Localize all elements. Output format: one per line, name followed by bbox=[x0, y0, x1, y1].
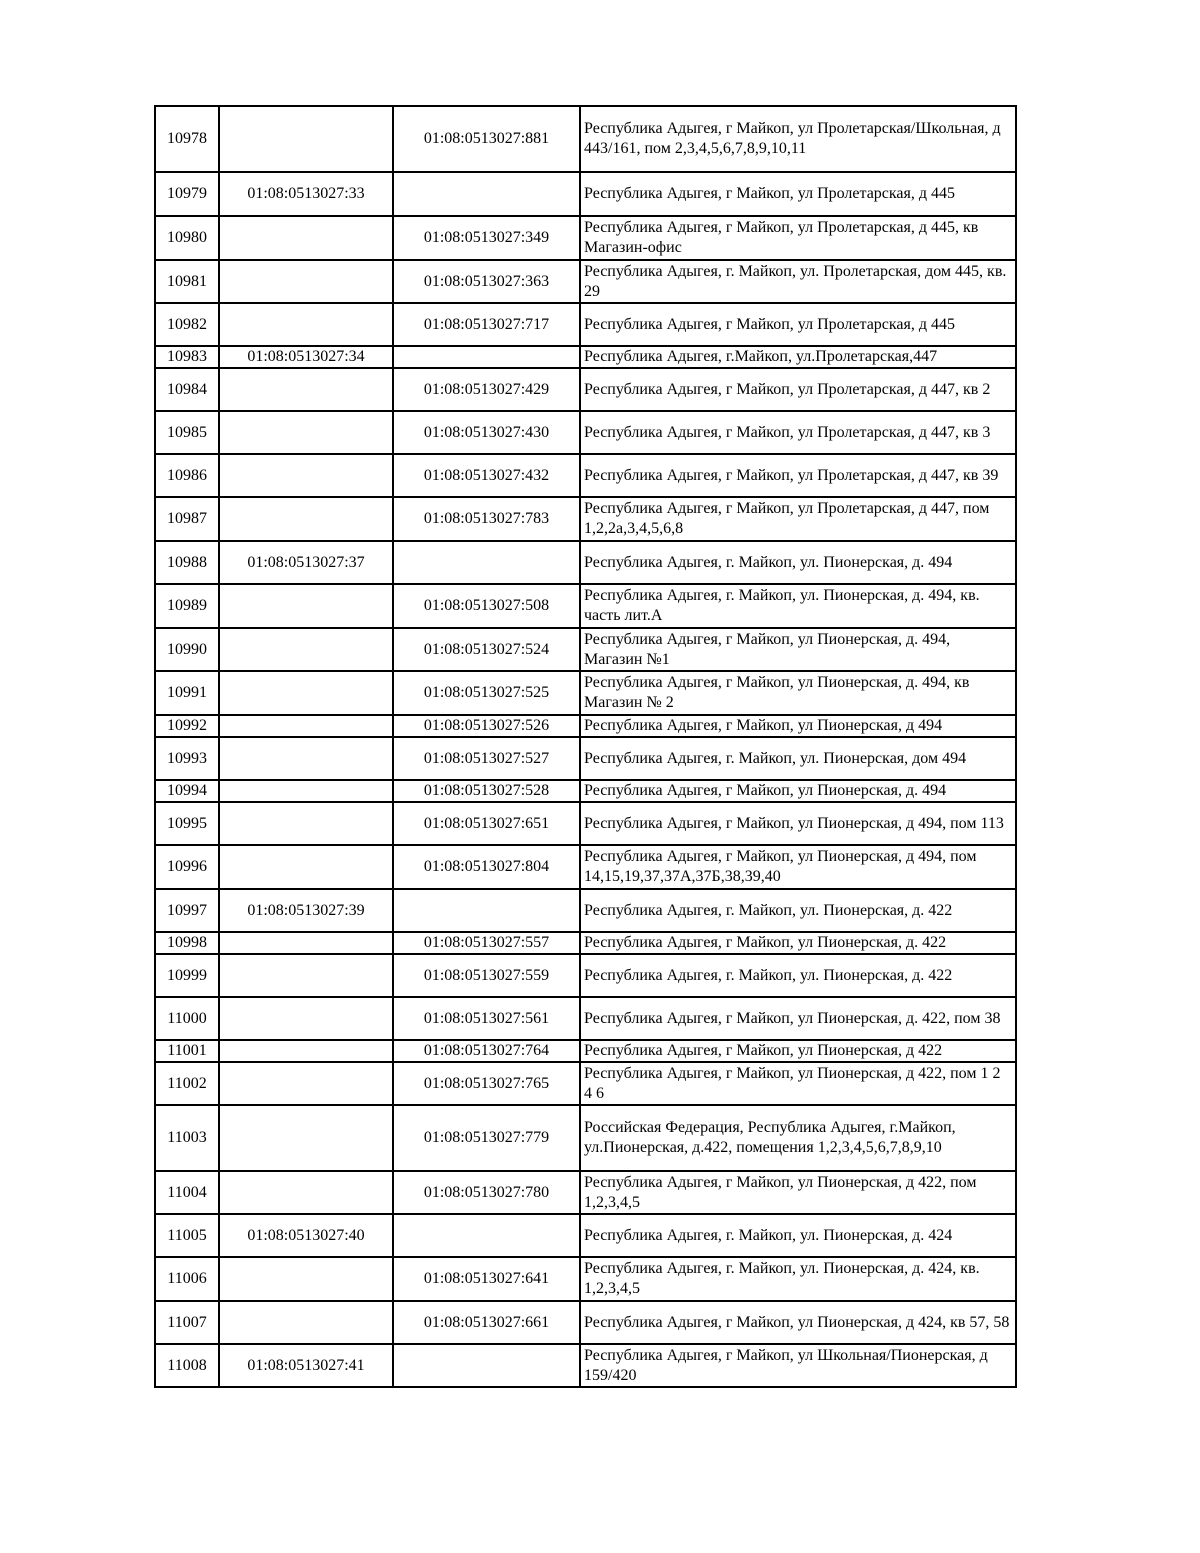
table-row bbox=[155, 1040, 1016, 1062]
address-cell: Республика Адыгея, г Майкоп, ул Пионерская, д 422, пом 1 2 4 6 bbox=[580, 1062, 1016, 1105]
table-row bbox=[155, 1214, 1016, 1257]
table-row bbox=[155, 172, 1016, 216]
object-cadastral-number-cell: 01:08:0513027:508 bbox=[393, 584, 580, 628]
object-cadastral-number-cell: 01:08:0513027:780 bbox=[393, 1171, 580, 1214]
table-row bbox=[155, 780, 1016, 802]
object-cadastral-number-cell: 01:08:0513027:717 bbox=[393, 303, 580, 346]
row-number-cell: 10996 bbox=[155, 845, 219, 889]
land-cadastral-number-cell bbox=[219, 845, 393, 889]
table-row bbox=[155, 845, 1016, 889]
object-cadastral-number-cell: 01:08:0513027:525 bbox=[393, 671, 580, 715]
row-number-cell: 10978 bbox=[155, 106, 219, 172]
land-cadastral-number-cell bbox=[219, 780, 393, 802]
address-cell: Республика Адыгея, г Майкоп, ул Пионерская, д 422, пом 1,2,3,4,5 bbox=[580, 1171, 1016, 1214]
land-cadastral-number-cell bbox=[219, 737, 393, 780]
row-number-cell: 10982 bbox=[155, 303, 219, 346]
land-cadastral-number-cell bbox=[219, 303, 393, 346]
row-number-cell: 10985 bbox=[155, 411, 219, 454]
table-row bbox=[155, 1301, 1016, 1344]
object-cadastral-number-cell: 01:08:0513027:526 bbox=[393, 715, 580, 737]
address-cell: Республика Адыгея, г Майкоп, ул Пионерская, д. 422, пом 38 bbox=[580, 997, 1016, 1040]
object-cadastral-number-cell: 01:08:0513027:783 bbox=[393, 497, 580, 541]
land-cadastral-number-cell bbox=[219, 932, 393, 954]
land-cadastral-number-cell: 01:08:0513027:33 bbox=[219, 172, 393, 216]
table-row bbox=[155, 1171, 1016, 1214]
object-cadastral-number-cell: 01:08:0513027:429 bbox=[393, 368, 580, 411]
object-cadastral-number-cell bbox=[393, 889, 580, 932]
table-row bbox=[155, 584, 1016, 628]
land-cadastral-number-cell bbox=[219, 411, 393, 454]
address-cell: Республика Адыгея, г Майкоп, ул Пролетарская, д 445 bbox=[580, 303, 1016, 346]
object-cadastral-number-cell: 01:08:0513027:349 bbox=[393, 216, 580, 260]
row-number-cell: 10979 bbox=[155, 172, 219, 216]
address-cell: Республика Адыгея, г Майкоп, ул Пролетарская/Школьная, д 443/161, пом 2,3,4,5,6,7,8,9,10,11 bbox=[580, 106, 1016, 172]
table-row bbox=[155, 497, 1016, 541]
address-cell: Республика Адыгея, г Майкоп, ул Пионерская, д. 422 bbox=[580, 932, 1016, 954]
row-number-cell: 11004 bbox=[155, 1171, 219, 1214]
land-cadastral-number-cell bbox=[219, 997, 393, 1040]
table-row bbox=[155, 454, 1016, 497]
row-number-cell: 10981 bbox=[155, 260, 219, 303]
land-cadastral-number-cell: 01:08:0513027:39 bbox=[219, 889, 393, 932]
land-cadastral-number-cell: 01:08:0513027:41 bbox=[219, 1344, 393, 1387]
object-cadastral-number-cell bbox=[393, 346, 580, 368]
row-number-cell: 10983 bbox=[155, 346, 219, 368]
cadastral-table bbox=[154, 105, 1017, 1388]
land-cadastral-number-cell bbox=[219, 1301, 393, 1344]
row-number-cell: 11003 bbox=[155, 1105, 219, 1171]
address-cell: Республика Адыгея, г Майкоп, ул Пионерская, д. 494, кв Магазин № 2 bbox=[580, 671, 1016, 715]
address-cell: Республика Адыгея, г Майкоп, ул Школьная/Пионерская, д 159/420 bbox=[580, 1344, 1016, 1387]
row-number-cell: 11005 bbox=[155, 1214, 219, 1257]
table-row bbox=[155, 932, 1016, 954]
object-cadastral-number-cell: 01:08:0513027:561 bbox=[393, 997, 580, 1040]
address-cell: Республика Адыгея, г Майкоп, ул Пионерская, д 424, кв 57, 58 bbox=[580, 1301, 1016, 1344]
land-cadastral-number-cell bbox=[219, 497, 393, 541]
table-row bbox=[155, 1062, 1016, 1105]
address-cell: Республика Адыгея, г Майкоп, ул Пионерская, д. 494 bbox=[580, 780, 1016, 802]
land-cadastral-number-cell: 01:08:0513027:40 bbox=[219, 1214, 393, 1257]
table-row bbox=[155, 541, 1016, 584]
address-cell: Республика Адыгея, г Майкоп, ул Пролетарская, д 445 bbox=[580, 172, 1016, 216]
land-cadastral-number-cell bbox=[219, 1040, 393, 1062]
table-row bbox=[155, 106, 1016, 172]
address-cell: Республика Адыгея, г Майкоп, ул Пионерская, д 422 bbox=[580, 1040, 1016, 1062]
land-cadastral-number-cell bbox=[219, 1105, 393, 1171]
row-number-cell: 11001 bbox=[155, 1040, 219, 1062]
address-cell: Республика Адыгея, г. Майкоп, ул. Пионерская, д. 422 bbox=[580, 889, 1016, 932]
row-number-cell: 10991 bbox=[155, 671, 219, 715]
land-cadastral-number-cell bbox=[219, 454, 393, 497]
object-cadastral-number-cell bbox=[393, 1344, 580, 1387]
address-cell: Республика Адыгея, г. Майкоп, ул. Пионерская, дом 494 bbox=[580, 737, 1016, 780]
land-cadastral-number-cell: 01:08:0513027:37 bbox=[219, 541, 393, 584]
object-cadastral-number-cell: 01:08:0513027:559 bbox=[393, 954, 580, 997]
table-row bbox=[155, 411, 1016, 454]
row-number-cell: 10992 bbox=[155, 715, 219, 737]
table-row bbox=[155, 737, 1016, 780]
address-cell: Республика Адыгея, г. Майкоп, ул. Пионерская, д. 494, кв. часть лит.А bbox=[580, 584, 1016, 628]
address-cell: Республика Адыгея, г. Майкоп, ул. Пионерская, д. 424, кв. 1,2,3,4,5 bbox=[580, 1257, 1016, 1301]
address-cell: Республика Адыгея, г Майкоп, ул Пролетарская, д 447, пом 1,2,2а,3,4,5,6,8 bbox=[580, 497, 1016, 541]
table-row bbox=[155, 715, 1016, 737]
row-number-cell: 10997 bbox=[155, 889, 219, 932]
table-row bbox=[155, 368, 1016, 411]
table-row bbox=[155, 303, 1016, 346]
table-row bbox=[155, 802, 1016, 845]
land-cadastral-number-cell bbox=[219, 584, 393, 628]
land-cadastral-number-cell bbox=[219, 260, 393, 303]
object-cadastral-number-cell bbox=[393, 172, 580, 216]
row-number-cell: 11002 bbox=[155, 1062, 219, 1105]
land-cadastral-number-cell bbox=[219, 671, 393, 715]
table-row bbox=[155, 628, 1016, 671]
table-row bbox=[155, 260, 1016, 303]
row-number-cell: 10994 bbox=[155, 780, 219, 802]
address-cell: Республика Адыгея, г Майкоп, ул Пролетарская, д 447, кв 3 bbox=[580, 411, 1016, 454]
row-number-cell: 11008 bbox=[155, 1344, 219, 1387]
table-body bbox=[155, 106, 1016, 1387]
object-cadastral-number-cell: 01:08:0513027:804 bbox=[393, 845, 580, 889]
object-cadastral-number-cell: 01:08:0513027:779 bbox=[393, 1105, 580, 1171]
land-cadastral-number-cell: 01:08:0513027:34 bbox=[219, 346, 393, 368]
table-row bbox=[155, 671, 1016, 715]
table-row bbox=[155, 1344, 1016, 1387]
row-number-cell: 10995 bbox=[155, 802, 219, 845]
object-cadastral-number-cell bbox=[393, 1214, 580, 1257]
address-cell: Республика Адыгея, г Майкоп, ул Пионерская, д 494, пом 14,15,19,37,37А,37Б,38,39,40 bbox=[580, 845, 1016, 889]
address-cell: Республика Адыгея, г.Майкоп, ул.Пролетарская,447 bbox=[580, 346, 1016, 368]
object-cadastral-number-cell: 01:08:0513027:432 bbox=[393, 454, 580, 497]
row-number-cell: 10990 bbox=[155, 628, 219, 671]
row-number-cell: 11007 bbox=[155, 1301, 219, 1344]
object-cadastral-number-cell: 01:08:0513027:765 bbox=[393, 1062, 580, 1105]
address-cell: Российская Федерация, Республика Адыгея, г.Майкоп, ул.Пионерская, д.422, помещения 1,2,3,4,5,6,7,8,9,10 bbox=[580, 1105, 1016, 1171]
object-cadastral-number-cell bbox=[393, 541, 580, 584]
address-cell: Республика Адыгея, г Майкоп, ул Пролетарская, д 445, кв Магазин-офис bbox=[580, 216, 1016, 260]
address-cell: Республика Адыгея, г Майкоп, ул Пионерская, д. 494, Магазин №1 bbox=[580, 628, 1016, 671]
object-cadastral-number-cell: 01:08:0513027:661 bbox=[393, 1301, 580, 1344]
land-cadastral-number-cell bbox=[219, 802, 393, 845]
row-number-cell: 10989 bbox=[155, 584, 219, 628]
row-number-cell: 10986 bbox=[155, 454, 219, 497]
object-cadastral-number-cell: 01:08:0513027:363 bbox=[393, 260, 580, 303]
row-number-cell: 10998 bbox=[155, 932, 219, 954]
land-cadastral-number-cell bbox=[219, 216, 393, 260]
row-number-cell: 10999 bbox=[155, 954, 219, 997]
row-number-cell: 10987 bbox=[155, 497, 219, 541]
address-cell: Республика Адыгея, г Майкоп, ул Пионерская, д 494, пом 113 bbox=[580, 802, 1016, 845]
object-cadastral-number-cell: 01:08:0513027:527 bbox=[393, 737, 580, 780]
address-cell: Республика Адыгея, г Майкоп, ул Пролетарская, д 447, кв 2 bbox=[580, 368, 1016, 411]
table-row bbox=[155, 997, 1016, 1040]
object-cadastral-number-cell: 01:08:0513027:641 bbox=[393, 1257, 580, 1301]
object-cadastral-number-cell: 01:08:0513027:528 bbox=[393, 780, 580, 802]
land-cadastral-number-cell bbox=[219, 1062, 393, 1105]
land-cadastral-number-cell bbox=[219, 106, 393, 172]
table-row bbox=[155, 216, 1016, 260]
row-number-cell: 10993 bbox=[155, 737, 219, 780]
address-cell: Республика Адыгея, г Майкоп, ул Пионерская, д 494 bbox=[580, 715, 1016, 737]
table-row bbox=[155, 954, 1016, 997]
land-cadastral-number-cell bbox=[219, 954, 393, 997]
object-cadastral-number-cell: 01:08:0513027:881 bbox=[393, 106, 580, 172]
object-cadastral-number-cell: 01:08:0513027:764 bbox=[393, 1040, 580, 1062]
row-number-cell: 10980 bbox=[155, 216, 219, 260]
address-cell: Республика Адыгея, г Майкоп, ул Пролетарская, д 447, кв 39 bbox=[580, 454, 1016, 497]
row-number-cell: 11000 bbox=[155, 997, 219, 1040]
land-cadastral-number-cell bbox=[219, 1171, 393, 1214]
table-row bbox=[155, 1257, 1016, 1301]
row-number-cell: 10984 bbox=[155, 368, 219, 411]
table-row bbox=[155, 1105, 1016, 1171]
object-cadastral-number-cell: 01:08:0513027:651 bbox=[393, 802, 580, 845]
table-row bbox=[155, 889, 1016, 932]
table-row bbox=[155, 346, 1016, 368]
land-cadastral-number-cell bbox=[219, 368, 393, 411]
object-cadastral-number-cell: 01:08:0513027:557 bbox=[393, 932, 580, 954]
row-number-cell: 10988 bbox=[155, 541, 219, 584]
object-cadastral-number-cell: 01:08:0513027:524 bbox=[393, 628, 580, 671]
address-cell: Республика Адыгея, г. Майкоп, ул. Пролетарская, дом 445, кв. 29 bbox=[580, 260, 1016, 303]
land-cadastral-number-cell bbox=[219, 715, 393, 737]
address-cell: Республика Адыгея, г. Майкоп, ул. Пионерская, д. 494 bbox=[580, 541, 1016, 584]
address-cell: Республика Адыгея, г. Майкоп, ул. Пионерская, д. 424 bbox=[580, 1214, 1016, 1257]
land-cadastral-number-cell bbox=[219, 628, 393, 671]
object-cadastral-number-cell: 01:08:0513027:430 bbox=[393, 411, 580, 454]
land-cadastral-number-cell bbox=[219, 1257, 393, 1301]
row-number-cell: 11006 bbox=[155, 1257, 219, 1301]
address-cell: Республика Адыгея, г. Майкоп, ул. Пионерская, д. 422 bbox=[580, 954, 1016, 997]
